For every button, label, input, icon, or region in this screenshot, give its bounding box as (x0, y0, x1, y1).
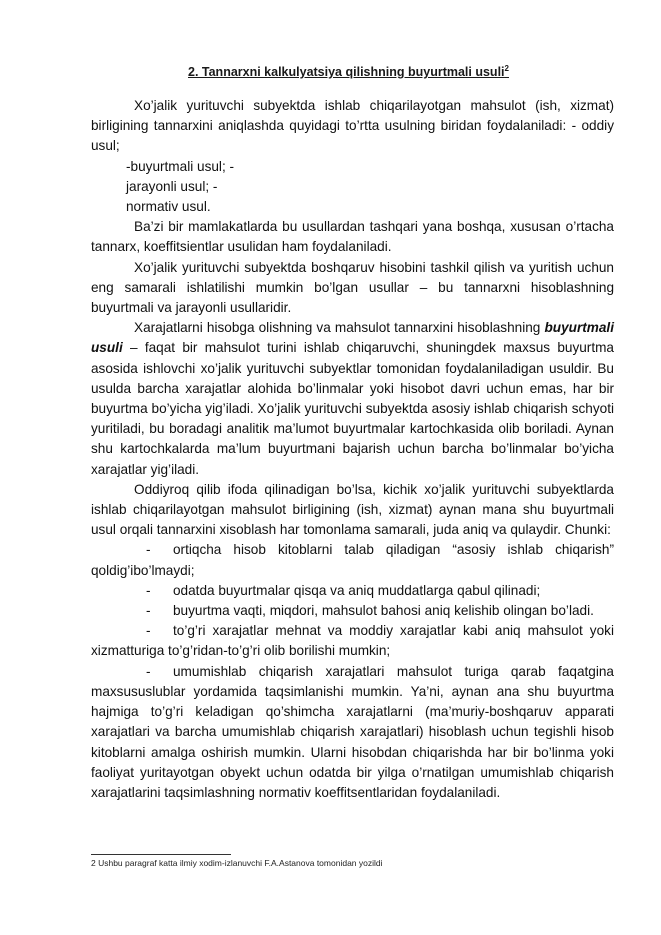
bullet-dash: - (146, 623, 151, 639)
paragraph-simpler: Oddiyroq qilib ifoda qilinadigan bo’lsa, kichik xo’jalik yurituvchi subyektlarda ishlab chiqarilayotgan mahsulot birligining (ish, xizmat) aynan mana shu buyurtmali usul orqali tannarxini xisoblash har tomonlama samarali, juda aniq va qulaydir. Chunki: (91, 481, 614, 538)
bullet-dash: - (146, 603, 151, 619)
footnote-divider (91, 854, 231, 855)
bullet-item (91, 601, 614, 621)
bullet-item (91, 581, 614, 601)
paragraph-order-method-rest: – faqat bir mahsulot turini ishlab chiqaruvchi, shuningdek maxsus buyurtma asosida ishlovchi xo’jalik yurituvchi subyektlar tomonidan foydalaniladigan usuldir. Bu usulda barcha xarajatlar alohida bo’linmalar yoki hisobot davri uchun emas, har bir buyurtma bo’yicha yig’iladi. Xo’jalik yurituvchi subyektda asosiy ishlab chiqarish schyoti yuritiladi, bu boradagi analitik ma’lumot buyurtmalar kartochkasida olib boriladi. Aynan shu kartochkalarda ma’lum buyurtmani bajarish uchun barcha bo’linmalar bo’yicha xarajatlar yig’iladi. (91, 340, 614, 477)
bullet-text: buyurtma vaqti, miqdori, mahsulot bahosi aniq kelishib olingan bo’ladi. (173, 603, 594, 619)
method-item-process: jarayonli usul; - (126, 178, 218, 194)
footnote-marker: 2 (504, 64, 509, 73)
bullet-text: umumishlab chiqarish xarajatlari mahsulot turiga qarab faqatgina maxsususlublar yordamida taqsimlanishi mumkin. Ya’ni, aynan ana shu buyurtma hajmiga to’g’ri keladigan qo’shimcha xarajatlarni (ma’muriy-boshqaruv apparati xarajatlari va barcha umumishlab chiqarish xarajatlari) hisoblash uchun tegishli hisob kitoblarni amalga oshirish mumkin. Ularni hisobdan chiqarishda har bir bo’linma yoki faoliyat yuritayotgan obyekt uchun odatda bir yilga o’rnatilgan umumishlab chiqarish xarajatlarini taqsimlashning normativ koeffitsentlaridan foydalaniladi. (91, 663, 614, 800)
section-title-text: 2. Tannarxni kalkulyatsiya qilishning buyurtmali usuli (188, 65, 505, 80)
bullet-text: odatda buyurtmalar qisqa va aniq muddatlarga qabul qilinadi; (173, 582, 541, 598)
method-item-order: -buyurtmali usul; - (126, 158, 235, 174)
bullet-dash: - (146, 663, 151, 679)
section-title (188, 64, 628, 79)
bullet-item (91, 540, 614, 580)
bullet-dash: - (146, 582, 151, 598)
bullet-item (91, 621, 614, 661)
paragraph-intro: Xo’jalik yurituvchi subyektda ishlab chiqarilayotgan mahsulot (ish, xizmat) birligining tannarxini aniqlashda quyidagi to’rtta usulning biridan foydalaniladi: - oddiy usul; (91, 98, 614, 154)
paragraph-order-method (91, 318, 614, 480)
bullet-text: ortiqcha hisob kitoblarni talab qiladigan “asosiy ishlab chiqarish” qoldig’ibo’lmaydi; (91, 542, 614, 578)
footnote-text: 2 Ushbu paragraf katta ilmiy xodim-izlanuvchi F.A.Astanova tomonidan yozildi (91, 858, 383, 868)
paragraph-effective-methods: Xo’jalik yurituvchi subyektda boshqaruv hisobini tashkil qilish va yuritish uchun eng samarali ishlatilishi mumkin bo’lgan usullar – bu tannarxni hisoblashning buyurtmali va jarayonli usullaridir. (91, 259, 614, 316)
term-order-method: buyurtmali usuli (91, 320, 614, 356)
bullet-item (91, 662, 614, 803)
bullet-text: to’g’ri xarajatlar mehnat va moddiy xarajatlar kabi aniq mahsulot yoki xizmatturiga to’g’ridan-to’g’ri olib borilishi mumkin; (91, 623, 614, 659)
bullet-dash: - (146, 542, 151, 558)
method-item-normative: normativ usul. (126, 199, 211, 215)
paragraph-order-method-start: Xarajatlarni hisobga olishning va mahsulot tannarxini hisoblashning (134, 320, 541, 336)
paragraph-other-methods: Ba’zi bir mamlakatlarda bu usullardan tashqari yana boshqa, xususan o’rtacha tannarx, koeffitsientlar usulidan ham foydalaniladi. (91, 219, 614, 255)
body-text (91, 96, 614, 803)
